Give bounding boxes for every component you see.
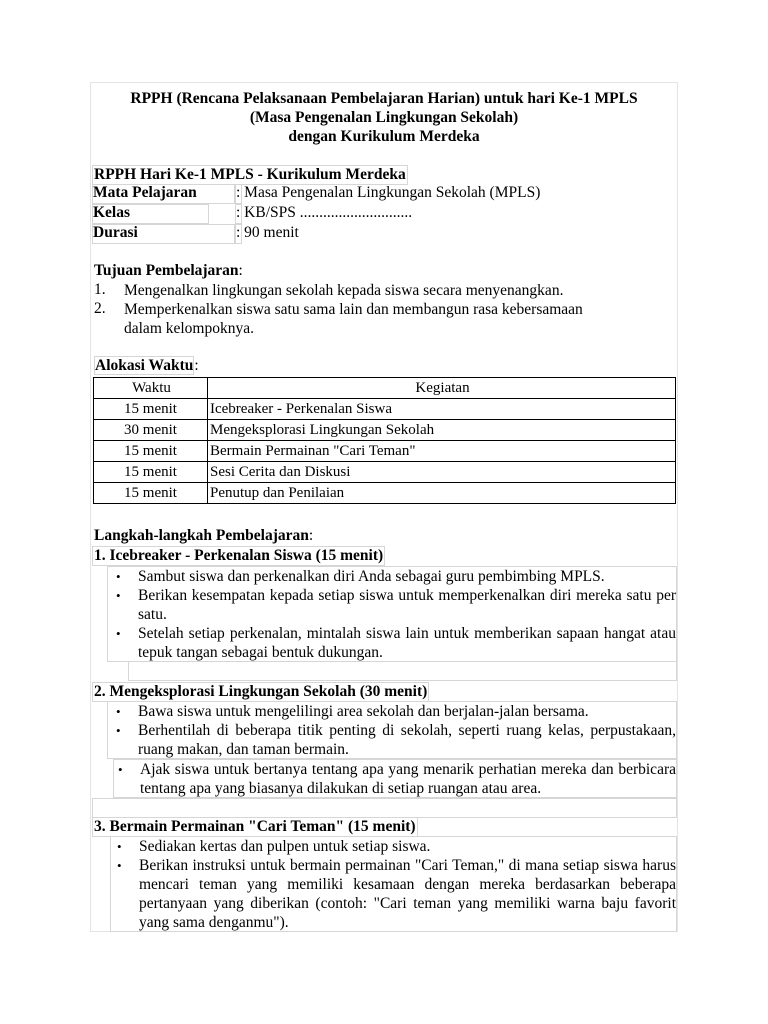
list-item <box>111 856 676 932</box>
section-2-bullet-list-continued <box>113 759 677 798</box>
bullet-icon: • <box>116 569 121 584</box>
table-row <box>94 483 676 504</box>
bullet-icon: • <box>118 762 123 777</box>
bullet-text: Berhentilah di beberapa titik penting di sekolah, seperti ruang kelas, perpustakaan, ruang makan, dan taman bermain. <box>138 722 676 758</box>
list-item <box>108 624 676 662</box>
bullet-text: Sambut siswa dan perkenalkan diri Anda sebagai guru pembimbing MPLS. <box>138 568 605 585</box>
bullet-icon: • <box>117 858 122 873</box>
tujuan-number-1: 1. <box>94 281 106 298</box>
tujuan-heading: Tujuan Pembelajaran <box>94 262 239 279</box>
empty-paragraph-box <box>92 798 677 818</box>
table-row <box>94 441 676 462</box>
cell-kegiatan: Sesi Cerita dan Diskusi <box>208 462 676 483</box>
column-header-waktu: Waktu <box>94 378 208 399</box>
table-row <box>94 420 676 441</box>
meta-label-durasi: Durasi <box>93 224 138 241</box>
bullet-text: Ajak siswa untuk bertanya tentang apa yang menarik perhatian mereka dan berbicara tentang apa yang biasanya dilakukan di setiap ruangan atau area. <box>140 761 676 797</box>
section-title-1: 1. Icebreaker - Perkenalan Siswa (15 menit) <box>94 547 384 564</box>
document-title-line-2: (Masa Pengenalan Lingkungan Sekolah) <box>249 109 519 126</box>
document-title-line-3: dengan Kurikulum Merdeka <box>288 128 480 145</box>
column-header-kegiatan: Kegiatan <box>208 378 676 399</box>
tujuan-item-2-line-2: dalam kelompoknya. <box>124 320 254 337</box>
langkah-colon: : <box>308 527 314 544</box>
cell-waktu: 15 menit <box>94 399 208 420</box>
cell-kegiatan: Mengeksplorasi Lingkungan Sekolah <box>208 420 676 441</box>
langkah-heading: Langkah-langkah Pembelajaran <box>94 527 309 544</box>
meta-heading: RPPH Hari Ke-1 MPLS - Kurikulum Merdeka <box>94 166 406 183</box>
meta-value-durasi: : 90 menit <box>236 224 299 241</box>
meta-value-kelas: : KB/SPS ............................. <box>236 204 413 221</box>
alokasi-colon: : <box>194 357 199 374</box>
bullet-text: Setelah setiap perkenalan, mintalah siswa lain untuk memberikan sapaan hangat atau tepuk tangan sebagai bentuk dukungan. <box>138 625 676 661</box>
cell-kegiatan: Bermain Permainan "Cari Teman" <box>208 441 676 462</box>
table-row <box>94 399 676 420</box>
alokasi-heading-wrap <box>94 357 199 375</box>
bullet-text: Sediakan kertas dan pulpen untuk setiap siswa. <box>139 838 431 855</box>
cell-kegiatan: Icebreaker - Perkenalan Siswa <box>208 399 676 420</box>
meta-value-mata-pelajaran: : Masa Pengenalan Lingkungan Sekolah (MPLS) <box>236 184 541 201</box>
tujuan-item-1: Mengenalkan lingkungan sekolah kepada siswa secara menyenangkan. <box>124 282 564 299</box>
section-title-3: 3. Bermain Permainan "Cari Teman" (15 menit) <box>94 818 416 835</box>
cell-kegiatan: Penutup dan Penilaian <box>208 483 676 504</box>
document-title-line-1: RPPH (Rencana Pelaksanaan Pembelajaran Harian) untuk hari Ke-1 MPLS <box>130 90 638 107</box>
table-row <box>94 462 676 483</box>
alokasi-table <box>93 377 676 504</box>
bullet-icon: • <box>116 704 121 719</box>
list-item <box>111 837 676 856</box>
empty-paragraph-box <box>128 661 677 681</box>
langkah-heading-wrap <box>94 527 313 545</box>
meta-label-kelas: Kelas <box>93 204 131 221</box>
section-2-bullet-list <box>107 701 677 759</box>
bullet-text: Berikan kesempatan kepada setiap siswa untuk memperkenalkan diri mereka satu per satu. <box>138 587 676 623</box>
bullet-icon: • <box>116 626 121 641</box>
tujuan-item-2-line-1: Memperkenalkan siswa satu sama lain dan membangun rasa kebersamaan <box>124 301 583 318</box>
bullet-icon: • <box>116 723 121 738</box>
list-item <box>114 760 676 798</box>
cell-waktu: 15 menit <box>94 441 208 462</box>
list-item <box>108 586 676 624</box>
list-item <box>108 702 676 721</box>
table-header-row <box>94 378 676 399</box>
list-item <box>108 567 676 586</box>
bullet-icon: • <box>117 839 122 854</box>
section-1-bullet-list <box>107 566 677 662</box>
section-title-2: 2. Mengeksplorasi Lingkungan Sekolah (30 menit) <box>94 683 428 700</box>
list-item <box>108 721 676 759</box>
tujuan-colon: : <box>238 262 243 279</box>
tujuan-heading-wrap <box>94 262 243 280</box>
tujuan-number-2: 2. <box>94 300 106 317</box>
cell-waktu: 15 menit <box>94 483 208 504</box>
bullet-text: Berikan instruksi untuk bermain permainan "Cari Teman," di mana setiap siswa harus mencari teman yang memiliki kesamaan dengan mereka berdasarkan beberapa pertanyaan yang diberikan (contoh: "Cari teman yang memiliki warna baju favorit yang sama denganmu"). <box>139 857 676 931</box>
cell-waktu: 15 menit <box>94 462 208 483</box>
alokasi-heading: Alokasi Waktu <box>95 357 194 374</box>
meta-label-mata-pelajaran: Mata Pelajaran <box>93 184 197 201</box>
section-3-bullet-list <box>110 836 677 932</box>
bullet-icon: • <box>116 588 121 603</box>
bullet-text: Bawa siswa untuk mengelilingi area sekolah dan berjalan-jalan bersama. <box>138 703 589 720</box>
cell-waktu: 30 menit <box>94 420 208 441</box>
